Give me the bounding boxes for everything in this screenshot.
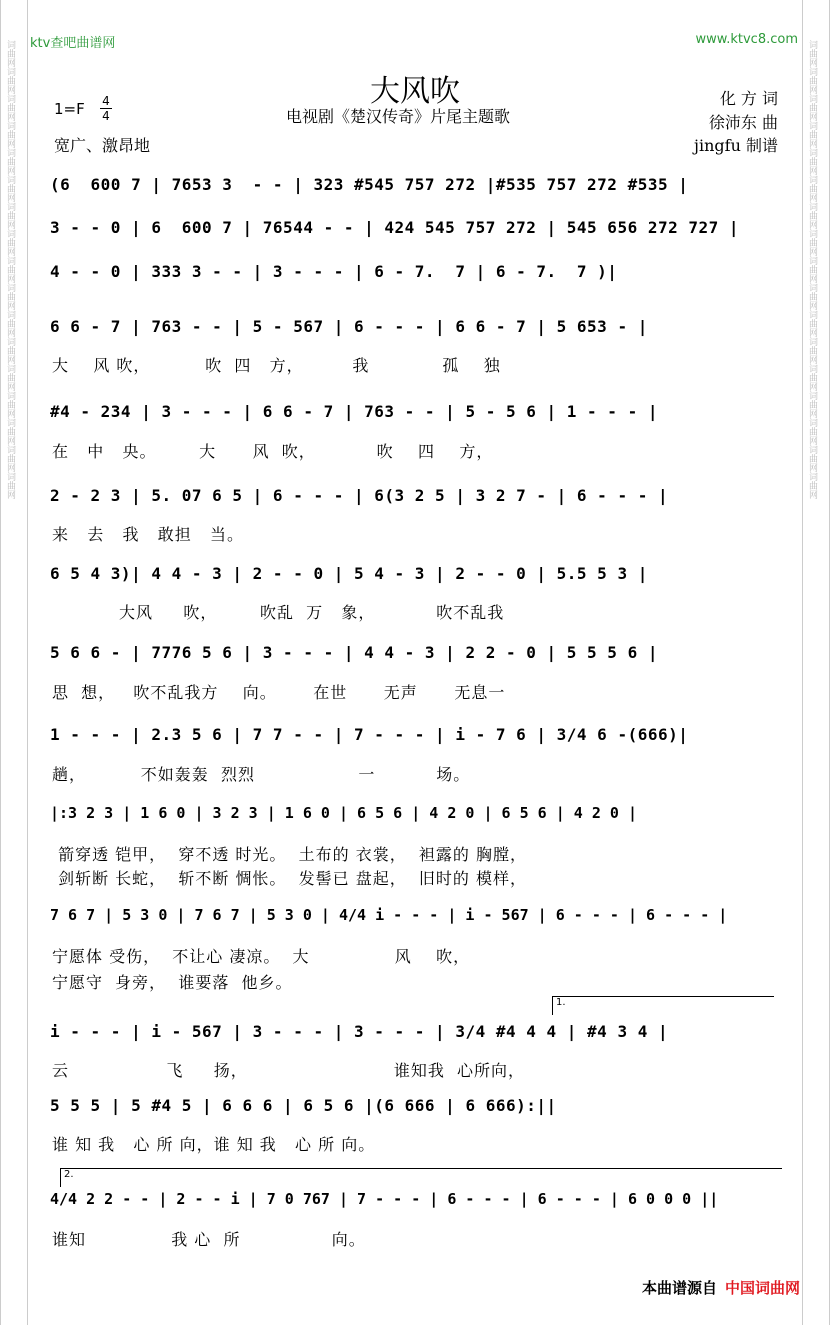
- score-row-5: [50, 402, 785, 432]
- lyric-line-verse-1: 宁愿体 受伤， 不让心 凄凉。 大 风 吹，: [52, 947, 471, 966]
- site-name-left[interactable]: ktv查吧曲谱网: [30, 36, 116, 51]
- source-brand-link[interactable]: 中国词曲网: [724, 1279, 800, 1297]
- notes-line: |:3 2 3 | 1 6 0 | 3 2 3 | 1 6 0 | 6 5 6 | 4 2 0 | 6 5 6 | 4 2 0 |: [50, 804, 637, 822]
- score-row-8: [50, 643, 785, 673]
- site-url-right[interactable]: www.ktvc8.com: [695, 32, 798, 47]
- notes-line: #4 - 234 | 3 - - - | 6 6 - 7 | 763 - - | 5 - 5 6 | 1 - - - |: [50, 402, 658, 421]
- source-label: 本曲谱源自: [641, 1279, 717, 1297]
- notes-line: 5 5 5 | 5 #4 5 | 6 6 6 | 6 5 6 |(6 666 | 6 666):||: [50, 1096, 557, 1115]
- lyric-line: 云 飞 扬， 谁知我 心所向，: [52, 1061, 526, 1080]
- lyric-line: 大 风 吹， 吹 四 方， 我 孤 独: [52, 356, 501, 375]
- volta-bracket-first: 1.: [552, 996, 774, 1015]
- song-title: 大风吹: [370, 74, 460, 109]
- notes-line: (6 600 7 | 7653 3 - - | 323 #545 757 272 |#535 757 272 #535 |: [50, 175, 689, 194]
- notes-line: 1 - - - | 2.3 5 6 | 7 7 - - | 7 - - - | i - 7 6 | 3/4 6 -(666)|: [50, 725, 689, 744]
- notes-line: 6 6 - 7 | 763 - - | 5 - 567 | 6 - - - | 6 6 - 7 | 5 653 - |: [50, 317, 648, 336]
- notes-line: 4 - - 0 | 333 3 - - | 3 - - - | 6 - 7. 7 | 6 - 7. 7 )|: [50, 262, 618, 281]
- lyric-line: 思 想， 吹不乱我方 向。 在世 无声 无息一: [52, 683, 506, 702]
- score-row-14: [50, 1190, 785, 1220]
- notes-line: 4/4 2 2 - - | 2 - - i | 7 0 767 | 7 - - - | 6 - - - | 6 - - - | 6 0 0 0 ||: [50, 1190, 719, 1208]
- score-row-13: [50, 1096, 785, 1126]
- lyric-line-verse-1: 箭穿透 铠甲， 穿不透 时光。 土布的 衣裳， 袒露的 胸膛，: [52, 845, 527, 864]
- volta-bracket-second: 2.: [60, 1168, 782, 1187]
- score-row-12: [50, 1022, 785, 1052]
- time-signature: [100, 94, 112, 123]
- source-credit: [642, 1277, 800, 1298]
- key-signature: 1=F: [54, 100, 85, 118]
- left-margin-strip: [0, 0, 28, 1325]
- lyric-line: 谁知 我 心 所 向。: [52, 1230, 366, 1249]
- notes-line: 5 6 6 - | 7776 5 6 | 3 - - - | 4 4 - 3 | 2 2 - 0 | 5 5 5 6 |: [50, 643, 658, 662]
- notes-line: 2 - 2 3 | 5. 07 6 5 | 6 - - - | 6(3 2 5 | 3 2 7 - | 6 - - - |: [50, 486, 669, 505]
- notes-line: 7 6 7 | 5 3 0 | 7 6 7 | 5 3 0 | 4/4 i - - - | i - 567 | 6 - - - | 6 - - - |: [50, 906, 728, 924]
- notes-line: 3 - - 0 | 6 600 7 | 76544 - - | 424 545 757 272 | 545 656 272 727 |: [50, 218, 740, 237]
- score-row-6: [50, 486, 785, 516]
- score-row-3: [50, 262, 785, 292]
- score-row-11: [50, 906, 785, 936]
- arranger-credit: jingfu 制谱: [694, 136, 778, 155]
- notes-line: 6 5 4 3)| 4 4 - 3 | 2 - - 0 | 5 4 - 3 | 2 - - 0 | 5.5 5 3 |: [50, 564, 648, 583]
- score-row-4: [50, 317, 785, 347]
- time-sig-top: 4: [102, 94, 110, 108]
- lyric-line: 来 去 我 敢担 当。: [52, 525, 245, 544]
- lyricist-credit: 化 方 词: [719, 89, 778, 108]
- watermark-right: 词曲网词曲网词曲网词曲网词曲网词曲网词曲网词曲网词曲网词曲网词曲网词曲网词曲网词曲网词曲网词曲网词曲网: [807, 40, 817, 499]
- watermark-left: 词曲网词曲网词曲网词曲网词曲网词曲网词曲网词曲网词曲网词曲网词曲网词曲网词曲网词曲网词曲网词曲网词曲网: [5, 40, 15, 499]
- score-row-10: [50, 804, 785, 834]
- lyric-line: 大风 吹， 吹乱 万 象， 吹不乱我: [52, 603, 505, 622]
- lyric-line-verse-2: 剑斩断 长蛇， 斩不断 惆怅。 发髻已 盘起， 旧时的 模样，: [52, 869, 527, 888]
- time-sig-bottom: 4: [100, 108, 112, 123]
- song-subtitle: 电视剧《楚汉传奇》片尾主题歌: [286, 107, 511, 126]
- composer-credit: 徐沛东 曲: [708, 113, 778, 132]
- notes-line: i - - - | i - 567 | 3 - - - | 3 - - - | 3/4 #4 4 4 | #4 3 4 |: [50, 1022, 669, 1041]
- lyric-line: 在 中 央。 大 风 吹， 吹 四 方，: [52, 442, 494, 461]
- expression-mark: 宽广、激昂地: [54, 136, 151, 155]
- right-margin-strip: [802, 0, 830, 1325]
- lyric-line-verse-2: 宁愿守 身旁， 谁要落 他乡。: [52, 973, 293, 992]
- lyric-line: 趟， 不如轰轰 烈烈 一 场。: [52, 765, 471, 784]
- lyric-line: 谁 知 我 心 所 向，谁 知 我 心 所 向。: [52, 1135, 376, 1154]
- score-row-9: [50, 725, 785, 755]
- score-row-7: [50, 564, 785, 594]
- score-row-1: [50, 175, 785, 205]
- score-row-2: [50, 218, 785, 248]
